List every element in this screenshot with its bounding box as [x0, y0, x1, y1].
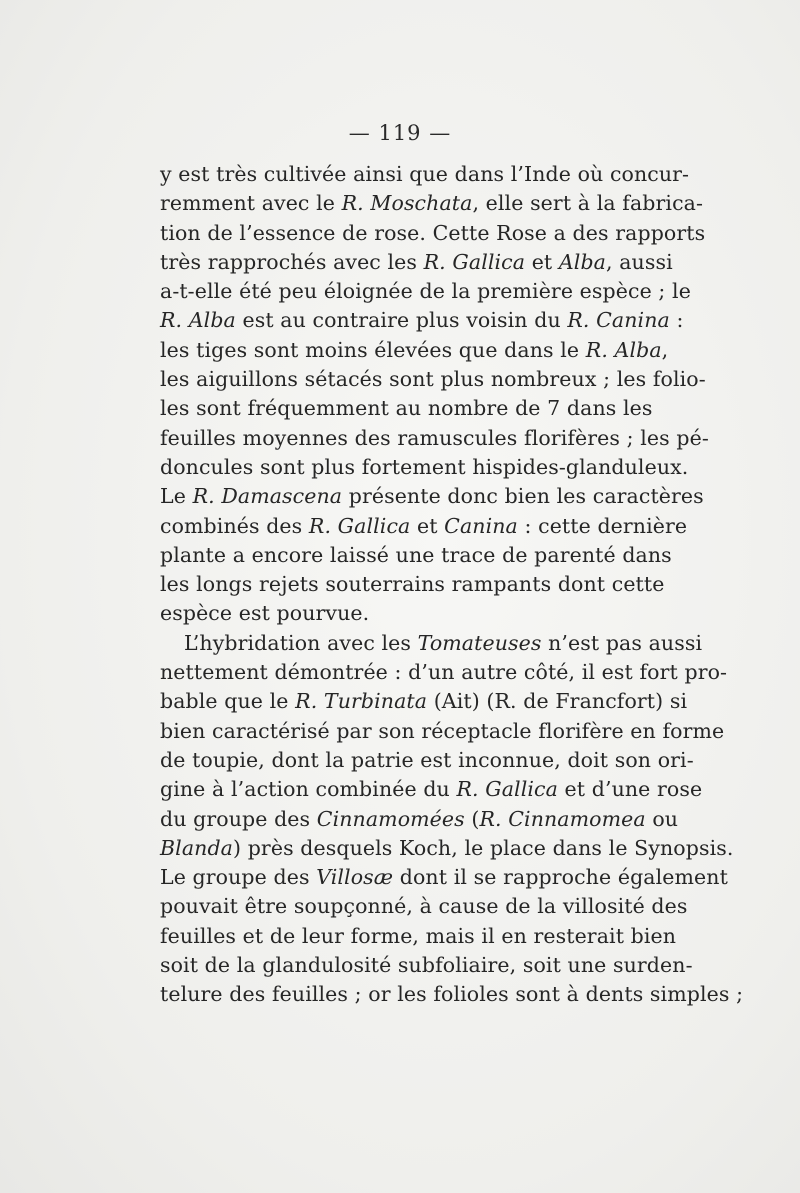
- italic-run: R. Moschata: [341, 191, 473, 216]
- text-run: L’hybridation avec les: [184, 630, 418, 655]
- text-run: les longs rejets souterrains rampants dont cette: [160, 572, 665, 597]
- text-run: plante a encore laissé une trace de parenté dans: [160, 542, 672, 567]
- page-number: — 119 —: [348, 121, 452, 145]
- text-run: feuilles moyennes des ramuscules florifères ; les pé-: [160, 425, 709, 450]
- text-run: dont il se rapproche également: [393, 865, 728, 890]
- text-line: [160, 365, 706, 394]
- text-run: les sont fréquemment au nombre de 7 dans les: [160, 396, 653, 421]
- text-run: a-t-elle été peu éloignée de la première espèce ; le: [160, 279, 691, 304]
- text-run: (: [464, 806, 480, 831]
- text-line: [160, 951, 693, 980]
- text-line: [160, 892, 688, 921]
- text-run: ou: [645, 806, 679, 831]
- italic-run: Blanda: [160, 835, 233, 860]
- italic-run: Villosæ: [316, 865, 394, 890]
- text-line: [160, 306, 684, 335]
- text-line: [160, 922, 677, 951]
- text-run: doncules sont plus fortement hispides-glanduleux.: [160, 454, 689, 479]
- italic-run: R. Gallica: [423, 249, 526, 274]
- text-line: [160, 629, 703, 658]
- italic-run: Tomateuses: [417, 630, 542, 655]
- text-run: bable que le: [160, 689, 296, 714]
- text-run: les aiguillons sétacés sont plus nombreux ; les folio-: [160, 367, 706, 392]
- text-line: [160, 980, 744, 1009]
- text-run: y est très cultivée ainsi que dans l’Inde où concur-: [160, 162, 690, 186]
- text-run: (Ait) (R. de Francfort) si: [427, 689, 688, 714]
- text-line: [160, 658, 728, 687]
- text-run: pouvait être soupçonné, à cause de la villosité des: [160, 894, 688, 919]
- text-run: présente donc bien les caractères: [342, 484, 704, 509]
- italic-run: Alba: [558, 249, 606, 274]
- text-run: bien caractérisé par son réceptacle florifère en forme: [160, 718, 725, 743]
- text-line: [160, 336, 669, 365]
- text-run: :: [669, 308, 684, 333]
- italic-run: Canina: [444, 513, 518, 538]
- text-run: gine à l’action combinée du: [160, 777, 457, 802]
- text-run: Le: [160, 484, 193, 509]
- text-run: et d’une rose: [557, 777, 703, 802]
- text-line: [160, 775, 703, 804]
- italic-run: R. Alba: [585, 337, 662, 362]
- body-text: [160, 160, 744, 1010]
- text-line: [160, 160, 690, 189]
- text-run: espèce est pourvue.: [160, 601, 370, 626]
- text-line: [160, 189, 704, 218]
- text-run: remment avec le: [160, 191, 342, 216]
- text-line: [160, 746, 694, 775]
- text-line: [160, 482, 704, 511]
- text-run: et: [525, 249, 559, 274]
- text-run: et: [410, 513, 445, 538]
- text-run: soit de la glandulosité subfoliaire, soit une surden-: [160, 953, 693, 978]
- text-line: [160, 834, 734, 863]
- text-run: n’est pas aussi: [541, 630, 703, 655]
- text-line: [160, 687, 688, 716]
- text-run: combinés des: [160, 513, 309, 538]
- text-run: : cette dernière: [517, 513, 688, 538]
- text-line: [160, 277, 691, 306]
- italic-run: Cinnamomées: [316, 806, 465, 831]
- italic-run: R. Damascena: [192, 484, 343, 509]
- text-line: [160, 512, 688, 541]
- text-line: [160, 248, 673, 277]
- text-line: [160, 219, 706, 248]
- text-line: [160, 863, 728, 892]
- text-run: feuilles et de leur forme, mais il en resterait bien: [160, 923, 677, 948]
- italic-run: R. Canina: [567, 308, 670, 333]
- text-run: , aussi: [606, 249, 673, 274]
- text-run: nettement démontrée : d’un autre côté, il est fort pro-: [160, 660, 728, 685]
- text-line: [160, 424, 709, 453]
- text-run: tion de l’essence de rose. Cette Rose a des rapports: [160, 220, 706, 245]
- text-run: ,: [661, 337, 669, 362]
- text-line: [160, 599, 640, 628]
- text-run: de toupie, dont la patrie est inconnue, doit son ori-: [160, 747, 694, 772]
- italic-run: R. Alba: [160, 308, 236, 333]
- text-line: [160, 805, 679, 834]
- italic-run: R. Gallica: [308, 513, 411, 538]
- text-line: [160, 541, 672, 570]
- text-line: [160, 453, 689, 482]
- text-line: [160, 394, 653, 423]
- text-run: ) près desquels Koch, le place dans le Synopsis.: [233, 835, 734, 860]
- text-run: Le groupe des: [160, 865, 317, 890]
- text-run: très rapprochés avec les: [160, 249, 424, 274]
- text-run: est au contraire plus voisin du: [235, 308, 568, 333]
- text-line: [160, 570, 665, 599]
- italic-run: R. Gallica: [456, 777, 558, 802]
- text-line: [160, 717, 725, 746]
- text-run: , elle sert à la fabrica-: [472, 191, 704, 216]
- italic-run: R. Turbinata: [295, 689, 428, 714]
- italic-run: R. Cinnamomea: [479, 806, 646, 831]
- text-run: telure des feuilles ; or les folioles sont à dents simples ;: [160, 982, 744, 1007]
- text-run: les tiges sont moins élevées que dans le: [160, 337, 586, 362]
- text-run: du groupe des: [160, 806, 317, 831]
